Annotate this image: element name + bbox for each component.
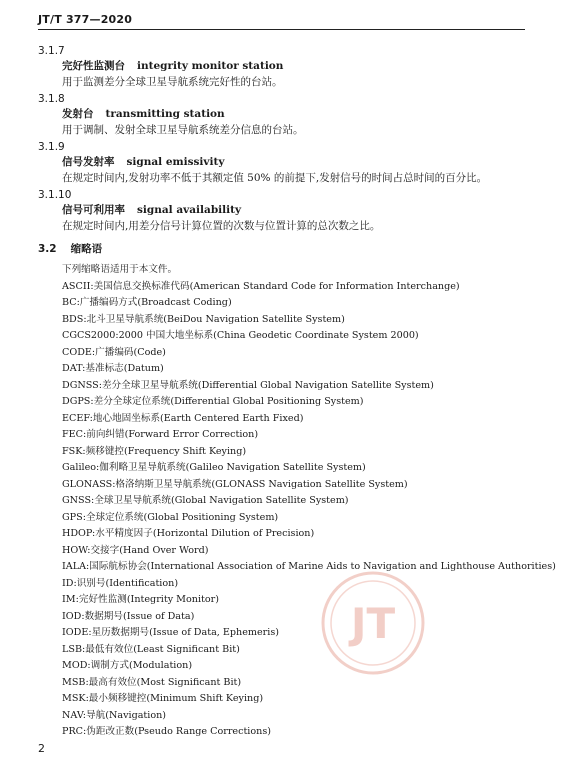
clause-number: 3.1.9 [38, 141, 65, 153]
abbreviation-item: IALA:国际航标协会(International Association of Marine Aids to Navigation and Lighthouse Authorities) [62, 561, 556, 572]
term-line [38, 154, 528, 170]
abbreviation-item: IOD:数据期号(Issue of Data) [62, 610, 195, 622]
term-english: integrity monitor station [137, 60, 284, 72]
abbreviation-item: ASCII:美国信息交换标准代码(American Standard Code for Information Interchange) [62, 280, 460, 292]
abbreviation-item: NAV:导航(Navigation) [62, 709, 167, 721]
page-number: 2 [38, 742, 45, 755]
term-chinese: 完好性监测台 [62, 60, 125, 72]
document-body [38, 42, 556, 741]
term-chinese: 信号可利用率 [62, 204, 125, 216]
section-intro: 下列缩略语适用于本文件。 [62, 264, 178, 275]
abbreviation-item: ID:识别号(Identification) [62, 577, 179, 589]
clause-number: 3.1.8 [38, 93, 65, 105]
abbreviation-item: FSK:频移键控(Frequency Shift Keying) [62, 445, 247, 457]
term-clauses [38, 44, 528, 234]
term-definition: 在规定时间内,用差分信号计算位置的次数与位置计算的总次数之比。 [62, 220, 381, 232]
term-line [38, 202, 528, 218]
abbreviation-item: DGPS:差分全球定位系统(Differential Global Positioning System) [62, 396, 364, 407]
abbreviation-item: CODE:广播编码(Code) [62, 346, 166, 358]
section-title: 缩略语 [70, 243, 103, 255]
abbreviation-item: ECEF:地心地固坐标系(Earth Centered Earth Fixed) [62, 412, 304, 424]
term-line [38, 106, 528, 122]
abbreviation-item: DGNSS:差分全球卫星导航系统(Differential Global Navigation Satellite System) [62, 379, 434, 391]
abbreviation-item: PRC:伪距改正数(Pseudo Range Corrections) [62, 726, 272, 737]
abbreviation-item: GNSS:全球卫星导航系统(Global Navigation Satellite System) [62, 495, 349, 506]
term-definition: 用于调制、发射全球卫星导航系统差分信息的台站。 [62, 124, 304, 136]
abbreviation-item: MSK:最小频移键控(Minimum Shift Keying) [62, 693, 264, 704]
term-chinese: 发射台 [62, 108, 94, 120]
abbreviation-item: IM:完好性监测(Integrity Monitor) [62, 594, 219, 605]
abbreviation-item: CGCS2000:2000 中国大地坐标系(China Geodetic Coordinate System 2000) [62, 330, 419, 341]
watermark-text: JT [350, 599, 396, 648]
term-english: signal availability [137, 204, 242, 216]
abbreviation-item: HOW:交接字(Hand Over Word) [62, 544, 209, 556]
jt-watermark-seal [318, 568, 428, 678]
abbreviation-item: MSB:最高有效位(Most Significant Bit) [62, 676, 242, 688]
abbreviation-items [38, 279, 556, 741]
abbreviation-item: GLONASS:格洛纳斯卫星导航系统(GLONASS Navigation Satellite System) [62, 478, 408, 490]
section-number: 3.2 [38, 243, 57, 255]
clause-number: 3.1.7 [38, 45, 65, 57]
section-heading [38, 240, 528, 258]
abbreviation-item: LSB:最低有效位(Least Significant Bit) [62, 643, 240, 655]
term-english: signal emissivity [126, 156, 225, 168]
abbreviation-item: Galileo:伽利略卫星导航系统(Galileo Navigation Satellite System) [62, 462, 366, 473]
document-code-header: JT/T 377—2020 [38, 13, 133, 26]
clause-number: 3.1.10 [38, 189, 72, 201]
term-line [38, 58, 528, 74]
term-definition: 用于监测差分全球卫星导航系统完好性的台站。 [62, 76, 283, 88]
abbreviation-item: HDOP:水平精度因子(Horizontal Dilution of Precision) [62, 528, 315, 539]
abbreviation-item: GPS:全球定位系统(Global Positioning System) [62, 511, 279, 523]
term-chinese: 信号发射率 [62, 156, 115, 168]
term-english: transmitting station [105, 108, 225, 120]
abbreviation-list [38, 262, 556, 741]
abbreviation-item: DAT:基准标志(Datum) [62, 363, 164, 374]
header-rule [38, 29, 525, 30]
abbreviation-item: IODE:星历数据期号(Issue of Data, Ephemeris) [62, 627, 279, 638]
abbreviation-item: MOD:调制方式(Modulation) [62, 660, 193, 671]
abbreviation-item: BDS:北斗卫星导航系统(BeiDou Navigation Satellite System) [62, 313, 345, 325]
abbreviation-item: FEC:前向纠错(Forward Error Correction) [62, 429, 259, 440]
abbreviation-item: BC:广播编码方式(Broadcast Coding) [62, 297, 232, 308]
term-definition: 在规定时间内,发射功率不低于其额定值 50% 的前提下,发射信号的时间占总时间的百分比。 [62, 172, 488, 184]
